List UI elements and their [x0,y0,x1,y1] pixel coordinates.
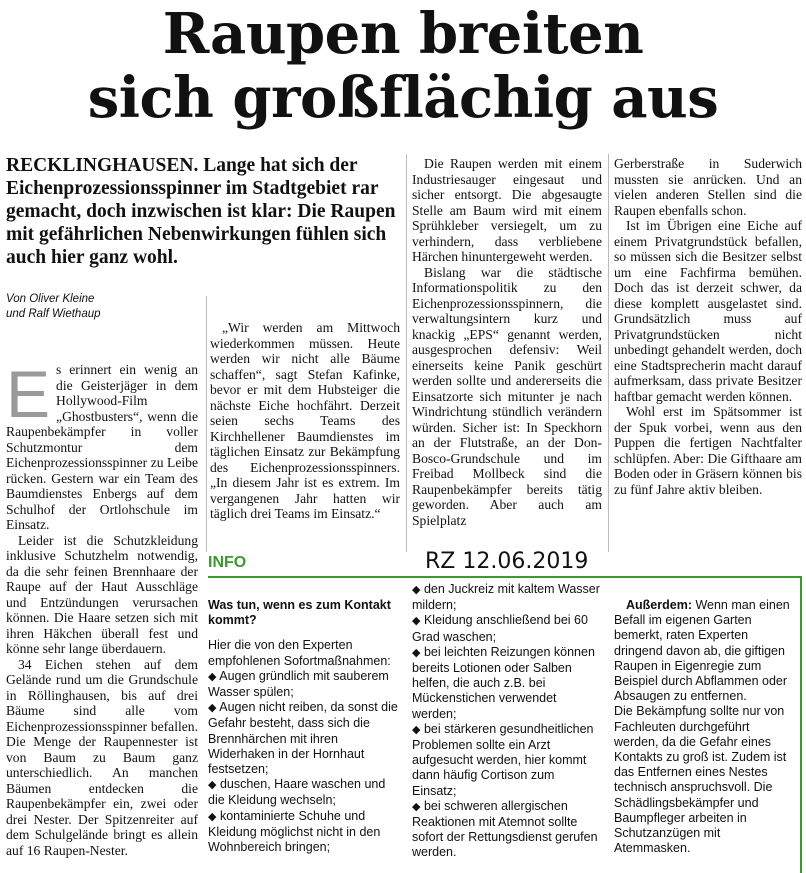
info-column-3 [614,598,796,856]
info-box-top-border [208,576,802,578]
info-list-item [208,777,400,808]
info-list-item [412,645,602,722]
article-paragraph: Wohl erst im Spätsommer ist der Spuk vorbei, wenn aus den Puppen die fertigen Nachtfalter schlüpfen. Aber: Die Gifthaare am Boden oder in Gräsern können bis zu fünf Jahre aktiv bleiben. [614,404,802,497]
diamond-bullet-icon: ◆ [412,723,421,736]
article-paragraph: Ist im Übrigen eine Eiche auf einem Privatgrundstück befallen, so müssen sich die Besitzer selbst um eine Fachfirma bemühen. Doch das ist derzeit schwer, da diese komplett ausgelastet sind. Grundsätzlich muss auf Privatgrundstücken nicht unbedingt gehandelt werden, doch eine Stadtsprecherin macht darauf aufmerksam, dass private Besitzer haftbar gemacht werden können. [614,218,802,404]
article-paragraph [6,357,198,533]
info-box-right-border [800,576,802,873]
info-list-item [208,809,400,856]
info-list-item [412,722,602,799]
info-list-text: bei stärkeren gesundheitlichen Problemen sollte ein Arzt aufgesucht werden, hier kommt dann häufig Cortison zum Einsatz; [412,721,594,798]
headline [0,2,806,130]
info-list-text: Augen gründlich mit sauberem Wasser spülen; [208,668,389,700]
article-column-4 [614,156,802,497]
info-paragraph [614,598,796,704]
article-column-3 [412,156,602,528]
article-paragraph: 34 Eichen stehen auf dem Gelände rund um die Grundschule in Röllinghausen, bis auf drei Bäume sind alle vom Eichenprozessionsspinner befallen. Die Menge der Raupennester ist von Baum zu Baum ganz unterschiedlich. An manchen Bäumen entdecken die Raupenbekämpfer ein, zwei oder drei Nester. Der Spitzenreiter auf dem Schulgelände bringt es allein auf 16 Raupen-Nester. [6,656,198,858]
paragraph-text: s erinnert ein wenig an die Geisterjäger in dem Hollywood-Film „Ghostbusters“, wenn die Raupenbekämpfer in voller Schutzmontur dem Eichenprozessionsspinner zu Leibe rücken. Gestern war ein Team des Baumdienstes Enbergs auf dem Schulhof der Ortlohschule im Einsatz. [6,362,198,532]
info-list-text: duschen, Haare waschen und die Kleidung wechseln; [208,777,386,808]
info-list-text: kontaminierte Schuhe und Kleidung möglichst nicht in den Wohnbereich bringen; [208,808,381,855]
diamond-bullet-icon: ◆ [208,702,217,715]
info-list-text: den Juckreiz mit kaltem Wasser mildern; [412,582,600,613]
info-list-1 [208,669,400,855]
byline [6,292,206,322]
paragraph-text: Wenn man einen Befall im eigenen Garten bemerkt, raten Experten dringend davon ab, die giftigen Raupen in Eigenregie zum Beispiel durch Abflammen oder Absaugen zu entfernen. [614,598,790,704]
info-list-item [412,582,602,613]
article-column-2 [210,320,400,522]
info-intro: Hier die von den Experten empfohlenen Sofortmaßnahmen: [208,638,391,668]
article-paragraph: Gerberstraße in Suderwich mussten sie anrücken. Und an vielen anderen Stellen sind die Raupen ebenfalls schon. [614,156,802,218]
drop-cap: E [6,357,51,431]
info-list-item [208,669,400,700]
info-list-text: Augen nicht reiben, da sonst die Gefahr besteht, dass sich die Brennhärchen mit ihren Widerhaken in der Hornhaut festsetzen; [208,700,398,777]
diamond-bullet-icon: ◆ [208,779,217,792]
date-stamp: RZ 12.06.2019 [425,549,589,574]
info-question: Was tun, wenn es zum Kontakt kommt? [208,598,391,628]
column-rule-3 [608,154,609,552]
diamond-bullet-icon: ◆ [208,810,217,823]
info-list-text: Kleidung anschließend bei 60 Grad waschen; [412,613,588,644]
diamond-bullet-icon: ◆ [412,584,421,596]
headline-line-2: sich großflächig aus [87,65,719,131]
article-paragraph: Bislang war die städtische Informationspolitik zu den Eichenprozessionsspinnern, die verwaltungsintern kurz und knackig „EPS“ genannt werden, ausgesprochen defensiv: Weil einerseits keine Panik geschürt werden sollte und andererseits die Einsatzorte sich mitunter je nach Windrichtung stündlich verändern würden. Sicher ist: In Speckhorn an der Flutstraße, an der Don-Bosco-Grundschule und im Freibad Mollbeck sind die Raupenbekämpfer bereits tätig geworden. Aber auch am Spielplatz [412,264,602,528]
info-list-item [412,799,602,861]
column-rule-1 [206,296,207,552]
byline-line-1: Von Oliver Kleine [6,293,95,305]
article-paragraph: Die Raupen werden mit einem Industriesauger eingesaut und sicher entsorgt. Die abgesaugte Stelle am Baum wird mit einem Sprühkleber versiegelt, um zu verhindern, dass verbliebene Härchen hinuntergeweht werden. [412,156,602,264]
info-list-item [208,700,400,777]
article-column-1 [6,357,198,858]
byline-line-2: und Ralf Wiethaup [6,308,101,320]
lead-paragraph: RECKLINGHAUSEN. Lange hat sich der Eichenprozessionsspinner im Stadtgebiet rar gemacht, doch inzwischen ist klar: Die Raupen mit gefährlichen Nebenwirkungen fühlen sich auch hier ganz wohl. [6,155,396,268]
info-list-text: bei leichten Reizungen können bereits Lotionen oder Salben helfen, die auch z.B. bei Mückenstichen verwendet werden; [412,644,595,721]
column-rule-2 [406,154,407,552]
info-list-item [412,613,602,644]
diamond-bullet-icon: ◆ [412,615,421,628]
article-paragraph: „Wir werden am Mittwoch wiederkommen müssen. Heute werden wir nicht alle Bäume schaffen“, sagt Stefan Kafinke, bevor er mit dem Hubsteiger die nächste Eiche hochfährt. Derzeit seien sechs Teams des Kirchhellener Baumdienstes im täglichen Einsatz zur Bekämpfung des Eichenprozessionsspinners. „In diesem Jahr ist es extrem. Im vergangenen Jahr hatten wir täglich drei Teams im Einsatz.“ [210,320,400,521]
info-column-1 [208,598,400,855]
headline-line-1: Raupen breiten [162,1,644,67]
info-paragraph: Die Bekämpfung sollte nur von Fachleuten durchgeführt werden, da die Gefahr eines Kontakts zu groß ist. Zudem ist das Entfernen eines Nestes technisch anspruchsvoll. Die Schädlingsbekämpfer und Baumpfleger arbeiten in Schutzanzügen mit Atemmasken. [614,704,787,856]
info-list-text: bei schweren allergischen Reaktionen mit Atemnot sollte sofort der Rettungsdienst gerufen werden. [412,798,598,860]
diamond-bullet-icon: ◆ [208,670,217,683]
diamond-bullet-icon: ◆ [412,646,421,659]
info-emphasis: Außerdem: [626,598,692,612]
diamond-bullet-icon: ◆ [412,800,421,813]
info-list-2 [412,582,602,861]
info-box-label: INFO [208,554,247,571]
article-paragraph: Leider ist die Schutzkleidung inklusive Schutzhelm notwendig, da die sehr feinen Brennhaare der Raupe auf der Haut Ausschläge und Entzündungen verursachen können. Die Haare setzen sich mit ihren Häkchen überall fest und könne sehr lange überdauern. [6,532,198,656]
info-column-2 [412,582,602,861]
